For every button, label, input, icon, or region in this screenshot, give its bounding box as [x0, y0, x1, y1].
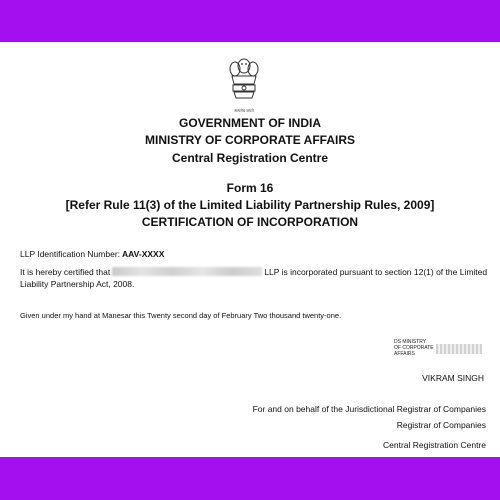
- registration-centre-line: Central Registration Centre: [383, 440, 486, 450]
- registrar-line: Registrar of Companies: [396, 420, 486, 430]
- redacted-company-name: [112, 267, 262, 276]
- form-number: Form 16: [226, 181, 274, 195]
- certificate-title: CERTIFICATION OF INCORPORATION: [141, 215, 359, 229]
- stamp-line-1: DS MINISTRY: [394, 339, 427, 345]
- signer-name: VIKRAM SINGH: [422, 373, 484, 383]
- emblem-motto: सत्यमेव जयते: [234, 108, 254, 113]
- llp-id-value: AAV-XXXX: [122, 249, 165, 259]
- certify-suffix: LLP is incorporated pursuant to section 12(1) of the Limited Liability Partnership Act, 2008.: [20, 267, 488, 289]
- centre-heading: Central Registration Centre: [171, 151, 329, 165]
- certification-paragraph: [20, 266, 488, 290]
- certificate-document: [0, 42, 500, 457]
- signature-scribble: [436, 344, 482, 354]
- top-purple-band: [0, 0, 500, 42]
- llp-identification: [20, 249, 164, 259]
- on-behalf-line: For and on behalf of the Jurisdictional Registrar of Companies: [252, 404, 486, 414]
- national-emblem-icon: [224, 54, 264, 112]
- government-heading: GOVERNMENT OF INDIA: [178, 116, 321, 130]
- stamp-line-2: OF CORPORATE: [394, 345, 434, 351]
- given-under-hand: Given under my hand at Manesar this Twenty second day of February Two thousand twenty-one.: [20, 311, 342, 320]
- stamp-line-3: AFFAIRS: [394, 351, 415, 357]
- form-rule: [Refer Rule 11(3) of the Limited Liability Partnership Rules, 2009]: [65, 198, 435, 212]
- llp-id-label: LLP Identification Number:: [20, 249, 121, 259]
- bottom-purple-band: [0, 457, 500, 500]
- ministry-heading: MINISTRY OF CORPORATE AFFAIRS: [144, 133, 355, 147]
- certify-prefix: It is hereby certified that: [20, 267, 111, 277]
- digital-signature-stamp: [394, 338, 482, 364]
